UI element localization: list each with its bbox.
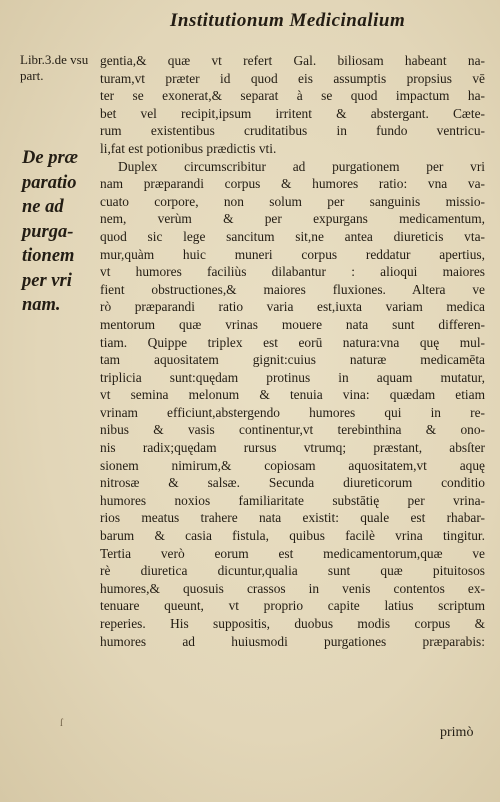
text-line: humores noxios familiaritate substātię per vrina- — [100, 492, 485, 508]
running-title: Institutionum Medicinalium — [170, 10, 406, 31]
text-line: ter se exonerat,& separat à se quod impactum ha- — [100, 88, 485, 104]
text-line: tiam. Quippe triplex est eorū natura:vna quę mul- — [100, 334, 485, 350]
text-line: rò præparandi ratio varia est,iuxta variam medica — [100, 299, 485, 315]
text-line: nem, verùm & per expurgans medicamentum, — [100, 211, 485, 227]
text-line: vt semina melonum & tenuia vina: quædam etiam — [100, 387, 485, 403]
text-line: triplicia sunt:quędam protinus in aquam mutatur, — [100, 369, 485, 385]
margin-heading-line: per vri — [22, 270, 72, 291]
margin-heading-line: purga- — [22, 221, 74, 242]
text-line: Duplex circumscribitur ad purgationem per vri — [118, 158, 485, 174]
text-line: reperies. His suppositis, duobus modis corpus & — [100, 616, 485, 631]
text-line: rè diuretica dicuntur,qualia sunt quæ pituitosos — [100, 563, 485, 579]
text-line: bet vel recipit,ipsum irritent & abstergant. Cæte- — [100, 105, 485, 121]
text-line: gentia,& quæ vt refert Gal. biliosam habeant na- — [100, 53, 485, 68]
text-line: li,fat est potionibus prædictis vti. — [100, 140, 277, 156]
margin-heading-line: nam. — [22, 295, 61, 315]
text-line: sionem nimirum,& copiosam aquositatem,vt aquę — [100, 457, 485, 473]
margin-heading-line: ne ad — [22, 197, 64, 217]
text-line: fient obstructiones,& maiores fluxiones. Altera ve — [100, 281, 485, 297]
text-line: mentorum quæ vrinas mouere nata sunt differen- — [100, 316, 485, 332]
catchword: primò — [440, 725, 474, 740]
text-line: nis radix;quędam rursus vtrumq; præstant, absſter — [100, 440, 485, 456]
margin-heading — [22, 146, 100, 318]
text-line: nibus & vasis continentur,vt terebinthina & ono- — [100, 422, 485, 438]
text-line: tam aquositatem gignit:cuius naturæ medicamēta — [100, 352, 485, 368]
text-line: tenuare queunt, vt proprio capite latius scriptum — [100, 598, 485, 614]
text-line: nitrosæ & salsæ. Secunda diureticorum conditio — [100, 475, 485, 491]
text-line: rum existentibus cruditatibus in fundo ventricu- — [100, 123, 485, 139]
text-line: turam,vt præter id quod eis assumptis propsius vē — [100, 70, 485, 86]
margin-heading-line: paratio — [22, 172, 77, 193]
text-line: humores ad huiusmodi purgationes præparabis: — [100, 633, 485, 649]
body-text — [100, 52, 485, 650]
text-line: mur,quàm huic muneri corpus reddatur apertius, — [100, 246, 485, 262]
text-line: cuato corpore, non solum per sanguinis missio- — [100, 193, 485, 209]
text-line: humores,& quosuis crassos in venis contentos ex- — [100, 580, 485, 596]
text-line: vt humores faciliùs dilabantur : alioqui maiores — [100, 264, 485, 280]
text-line: quod sic lege sancitum sit,ne antea diureticis vta- — [100, 228, 485, 244]
margin-note: Libr.3.de vsu part. — [20, 52, 89, 83]
ink-mark: ſ — [60, 718, 63, 729]
margin-heading-line: De præ — [22, 148, 79, 168]
text-line: nam præparandi corpus & humores ratio: vna va- — [100, 176, 485, 192]
text-line: vrinam efficiunt,abstergendo humores qui in re- — [100, 404, 485, 420]
margin-heading-line: tionem — [22, 246, 75, 266]
text-line: barum & casia fistula, quibus facilè vrina tingitur. — [100, 528, 485, 544]
text-line: rios meatus trahere nata existit: quale est rhabar- — [100, 510, 485, 526]
text-line: Tertia verò eorum est medicamentorum,quæ ve — [100, 545, 485, 561]
